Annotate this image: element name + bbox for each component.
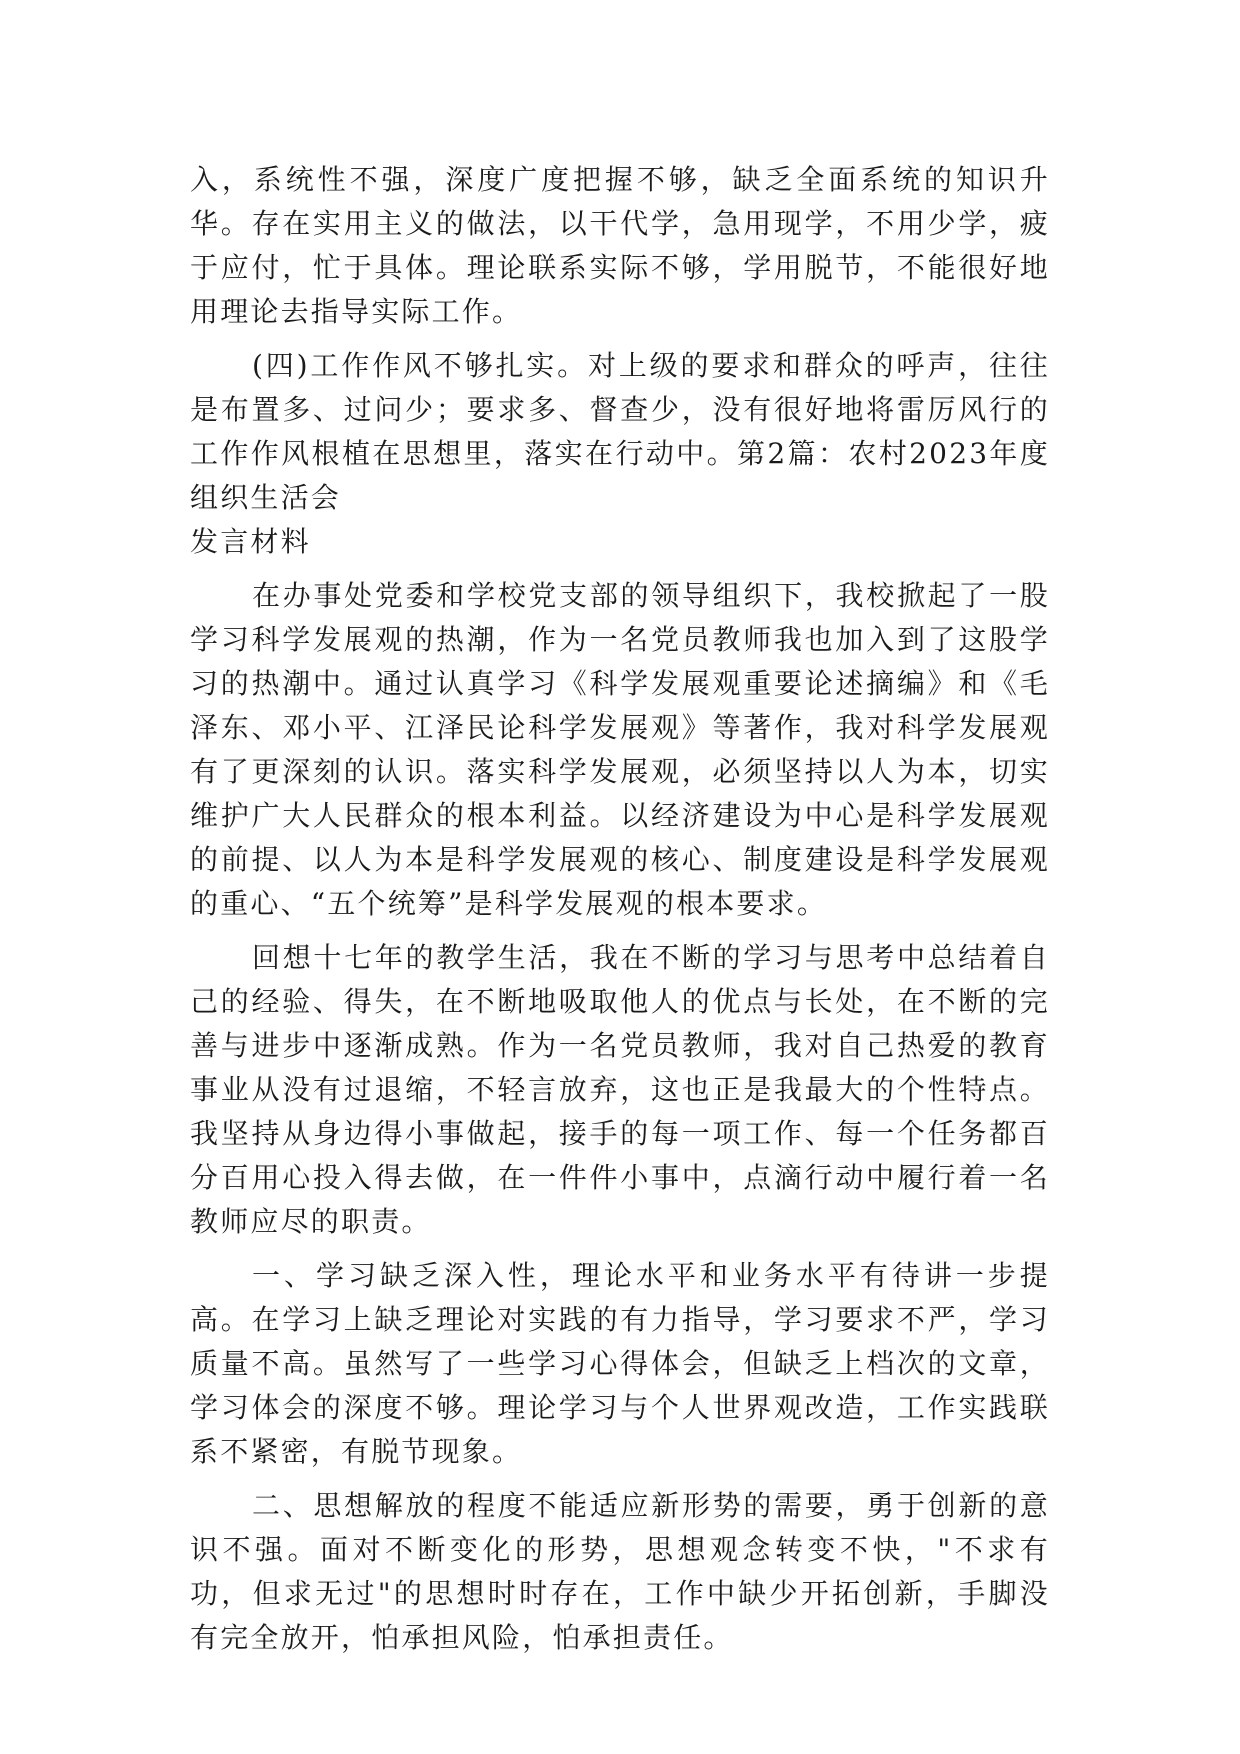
paragraph-4: 在办事处党委和学校党支部的领导组织下，我校掀起了一股学习科学发展观的热潮，作为一名党员教师我也加入到了这股学习的热潮中。通过认真学习《科学发展观重要论述摘编》和《毛泽东、邓小平、江泽民论科学发展观》等著作，我对科学发展观有了更深刻的认识。落实科学发展观，必须坚持以人为本，切实维护广大人民群众的根本利益。以经济建设为中心是科学发展观的前提、以人为本是科学发展观的核心、制度建设是科学发展观的重心、“五个统筹”是科学发展观的根本要求。 — [190, 579, 1050, 920]
paragraph-3: 发言材料 — [190, 525, 311, 558]
paragraph-6: 一、学习缺乏深入性，理论水平和业务水平有待讲一步提高。在学习上缺乏理论对实践的有力指导，学习要求不严，学习质量不高。虽然写了一些学习心得体会，但缺乏上档次的文章，学习体会的深度不够。理论学习与个人世界观改造，工作实践联系不紧密，有脱节现象。 — [190, 1259, 1050, 1468]
paragraph-1: 入，系统性不强，深度广度把握不够，缺乏全面系统的知识升华。存在实用主义的做法，以干代学，急用现学，不用少学，疲于应付，忙于具体。理论联系实际不够，学用脱节，不能很好地用理论去指导实际工作。 — [190, 163, 1050, 328]
document-body — [190, 158, 1050, 1670]
paragraph-5: 回想十七年的教学生活，我在不断的学习与思考中总结着自己的经验、得失，在不断地吸取他人的优点与长处，在不断的完善与进步中逐渐成熟。作为一名党员教师，我对自己热爱的教育事业从没有过退缩，不轻言放弃，这也正是我最大的个性特点。我坚持从身边得小事做起，接手的每一项工作、每一个任务都百分百用心投入得去做，在一件件小事中，点滴行动中履行着一名教师应尽的职责。 — [190, 941, 1050, 1238]
paragraph-2: (四)工作作风不够扎实。对上级的要求和群众的呼声，往往是布置多、过问少；要求多、督查少，没有很好地将雷厉风行的工作作风根植在思想里，落实在行动中。第2篇：农村2023年度组织生活会 — [190, 349, 1050, 514]
paragraph-7: 二、思想解放的程度不能适应新形势的需要，勇于创新的意识不强。面对不断变化的形势，思想观念转变不快，"不求有功，但求无过"的思想时时存在，工作中缺少开拓创新，手脚没有完全放开，怕承担风险，怕承担责任。 — [190, 1489, 1050, 1654]
